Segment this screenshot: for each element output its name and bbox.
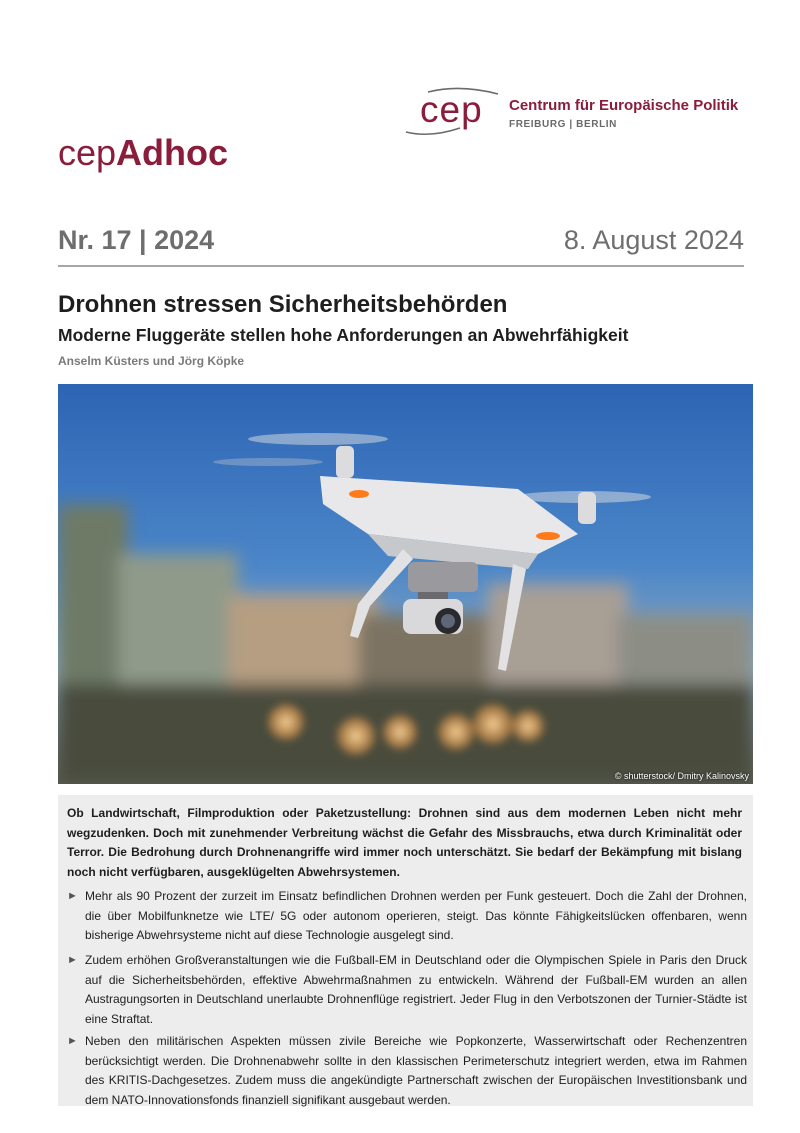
bullet-arrow-icon: ► <box>67 1035 78 1047</box>
summary-bullet <box>67 1032 747 1110</box>
brand-suffix: Adhoc <box>116 132 229 173</box>
series-brand <box>58 132 228 174</box>
article-authors: Anselm Küsters und Jörg Köpke <box>58 354 245 368</box>
brand-prefix: cep <box>58 132 117 173</box>
issue-row <box>58 225 744 267</box>
issue-number: Nr. 17 | 2024 <box>58 225 215 255</box>
organization-cities: FREIBURG | BERLIN <box>509 119 617 130</box>
cep-logo <box>400 84 760 140</box>
drone-image <box>58 384 753 784</box>
organization-name: Centrum für Europäische Politik <box>509 97 739 114</box>
photo-credit: © shutterstock/ Dmitry Kalinovsky <box>614 771 749 781</box>
article-subtitle: Moderne Fluggeräte stellen hohe Anforderungen an Abwehrfähigkeit <box>58 325 629 345</box>
summary-bullet <box>67 887 747 946</box>
summary-box <box>58 795 753 1106</box>
logo-wordmark: cep <box>420 89 483 130</box>
drone-photo <box>58 384 753 784</box>
article-title: Drohnen stressen Sicherheitsbehörden <box>58 291 508 318</box>
bullet-text: Neben den militärischen Aspekten müssen zivile Bereiche wie Popkonzerte, Wasserwirtschaft oder Rechenzentren berücksichtigt werden. Die Drohnenabwehr sollte in den klassischen Perimeterschutz integriert werden, etwa im Rahmen des KRITIS-Dachgesetzes. Zudem muss die angekündigte Partnerschaft zwischen der Europäischen Investitionsbank und dem NATO-Innovationsfonds finanziell signifikant ausgebaut werden. <box>85 1034 747 1107</box>
bullet-text: Mehr als 90 Prozent der zurzeit im Einsatz befindlichen Drohnen werden per Funk gesteuert. Doch die Zahl der Drohnen, die über Mobilfunknetze wie LTE/ 5G oder autonom operieren, steigt. Das könnte Fähigkeitslücken offenbaren, wenn bisherige Abwehrsysteme nicht auf diese Technologie ausgelegt sind. <box>85 889 747 942</box>
issue-date: 8. August 2024 <box>563 225 744 255</box>
bullet-text: Zudem erhöhen Großveranstaltungen wie die Fußball-EM in Deutschland oder die Olympischen Spiele in Paris den Druck auf die Sicherheitsbehörden, effektive Abwehrmaßnahmen zu entwickeln. Während der Fußball-EM wurden an allen Austragungsorten in Deutschland unerlaubte Drohnenflüge registriert. Jeder Flug in den Verbotszonen der Turnier-Städte ist eine Straftat. <box>85 953 747 1026</box>
summary-lead: Ob Landwirtschaft, Filmproduktion oder Paketzustellung: Drohnen sind aus dem modernen Leben nicht mehr wegzudenken. Doch mit zunehmender Verbreitung wächst die Gefahr des Missbrauchs, etwa durch Kriminalität oder Terror. Die Bedrohung durch Drohnenangriffe wird immer noch unterschätzt. Sie bedarf der Bekämpfung mit bislang noch nicht verfügbaren, ausgeklügelten Abwehrsystemen. <box>67 806 742 879</box>
bullet-arrow-icon: ► <box>67 954 78 966</box>
bullet-arrow-icon: ► <box>67 890 78 902</box>
summary-bullet <box>67 951 747 1029</box>
